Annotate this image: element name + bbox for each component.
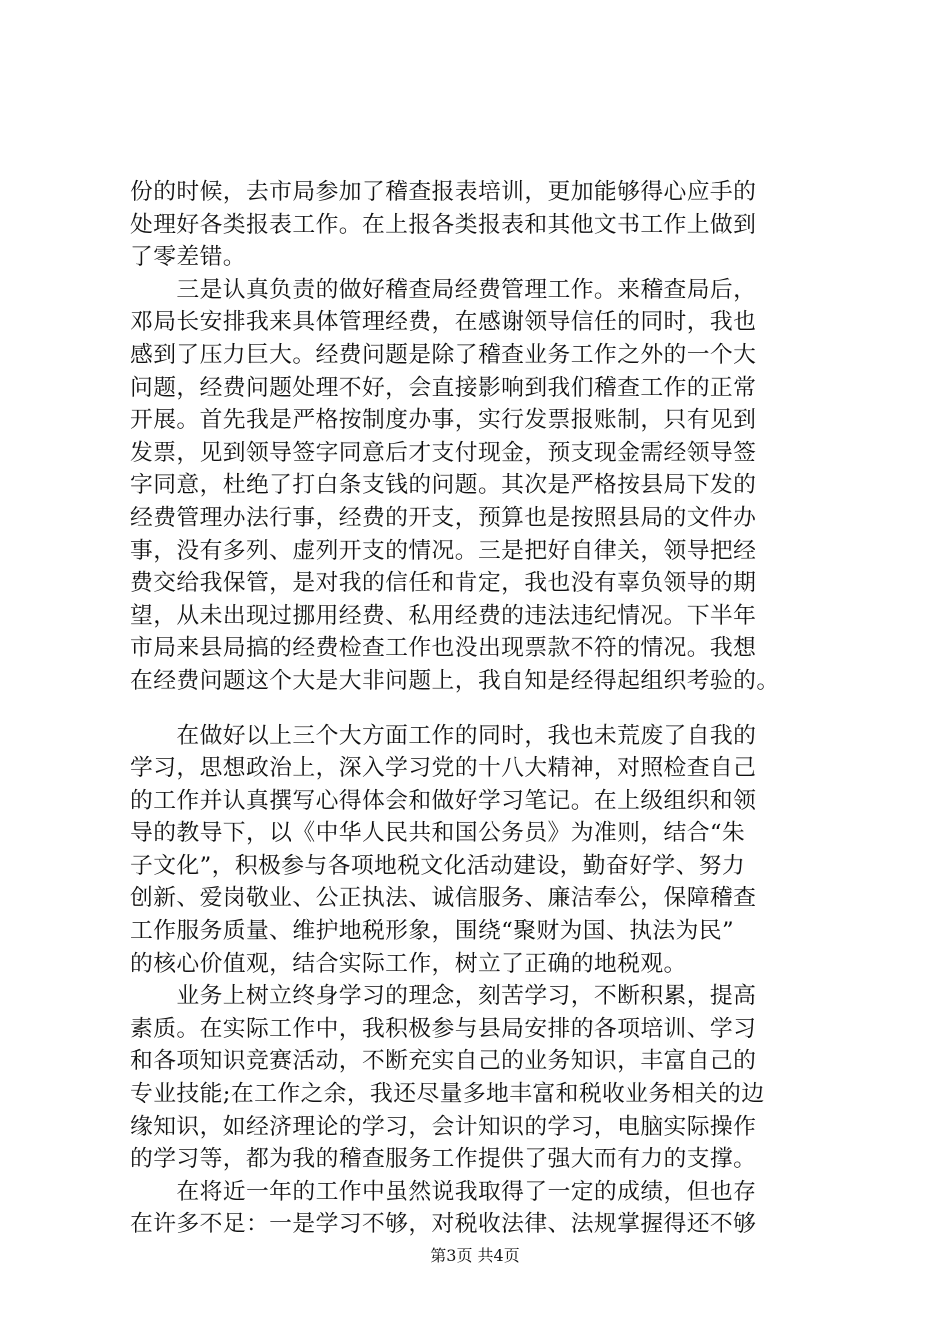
- text-line: 开展。首先我是严格按制度办事，实行发票报账制，只有见到: [130, 407, 757, 434]
- text-line: 在做好以上三个大方面工作的同时，我也未荒废了自我的: [130, 722, 757, 749]
- text-line: 和各项知识竞赛活动，不断充实自己的业务知识，丰富自己的: [130, 1048, 757, 1075]
- text-line: 处理好各类报表工作。在上报各类报表和其他文书工作上做到: [130, 211, 757, 238]
- text-line: 了零差错。: [130, 244, 246, 271]
- text-line: 导的教导下，以《中华人民共和国公务员》为准则，结合“朱: [130, 820, 746, 847]
- text-line: 费交给我保管，是对我的信任和肯定，我也没有辜负领导的期: [130, 570, 757, 597]
- text-line: 专业技能;在工作之余，我还尽量多地丰富和税收业务相关的边: [130, 1081, 765, 1108]
- text-line: 素质。在实际工作中，我积极参与县局安排的各项培训、学习: [130, 1015, 757, 1042]
- text-line: 经费管理办法行事，经费的开支，预算也是按照县局的文件办: [130, 504, 757, 531]
- paragraph-4: [130, 980, 830, 1176]
- text-line: 的工作并认真撰写心得体会和做好学习笔记。在上级组织和领: [130, 787, 757, 814]
- paragraph-2: [130, 274, 830, 698]
- page-footer: 第3页 共4页: [430, 1246, 520, 1265]
- text-line: 业务上树立终身学习的理念，刻苦学习，不断积累，提高: [130, 983, 757, 1010]
- document-body: [130, 176, 830, 1241]
- text-line: 子文化”，积极参与各项地税文化活动建设，勤奋好学、努力: [130, 852, 746, 879]
- text-line: 感到了压力巨大。经费问题是除了稽查业务工作之外的一个大: [130, 341, 757, 368]
- text-line: 的学习等，都为我的稽查服务工作提供了强大而有力的支撑。: [130, 1146, 757, 1173]
- text-line: 在经费问题这个大是大非问题上，我自知是经得起组织考验的。: [130, 667, 780, 694]
- text-line: 问题，经费问题处理不好，会直接影响到我们稽查工作的正常: [130, 374, 757, 401]
- text-line: 望，从未出现过挪用经费、私用经费的违法违纪情况。下半年: [130, 602, 757, 629]
- text-line: 事，没有多列、虚列开支的情况。三是把好自律关，领导把经: [130, 537, 757, 564]
- text-line: 的核心价值观，结合实际工作，树立了正确的地税观。: [130, 950, 687, 977]
- text-line: 缘知识，如经济理论的学习，会计知识的学习，电脑实际操作: [130, 1113, 757, 1140]
- text-line: 字同意，杜绝了打白条支钱的问题。其次是严格按县局下发的: [130, 472, 757, 499]
- text-line: 市局来县局搞的经费检查工作也没出现票款不符的情况。我想: [130, 635, 757, 662]
- text-line: 在将近一年的工作中虽然说我取得了一定的成绩，但也存: [130, 1178, 757, 1205]
- paragraph-5: [130, 1176, 830, 1241]
- text-line: 在许多不足：一是学习不够，对税收法律、法规掌握得还不够: [130, 1211, 757, 1238]
- text-line: 创新、爱岗敬业、公正执法、诚信服务、廉洁奉公，保障稽查: [130, 885, 757, 912]
- paragraph-3: [130, 720, 830, 981]
- text-line: 三是认真负责的做好稽查局经费管理工作。来稽查局后，: [130, 276, 757, 303]
- text-line: 份的时候，去市局参加了稽查报表培训，更加能够得心应手的: [130, 179, 757, 205]
- text-line: 邓局长安排我来具体管理经费，在感谢领导信任的同时，我也: [130, 309, 757, 336]
- paragraph-1: [130, 176, 830, 274]
- text-line: 发票，见到领导签字同意后才支付现金，预支现金需经领导签: [130, 439, 757, 466]
- paragraph-spacer: [130, 698, 830, 720]
- text-line: 工作服务质量、维护地税形象，围绕“聚财为国、执法为民”: [130, 918, 735, 945]
- text-line: 学习，思想政治上，深入学习党的十八大精神，对照检查自己: [130, 755, 757, 782]
